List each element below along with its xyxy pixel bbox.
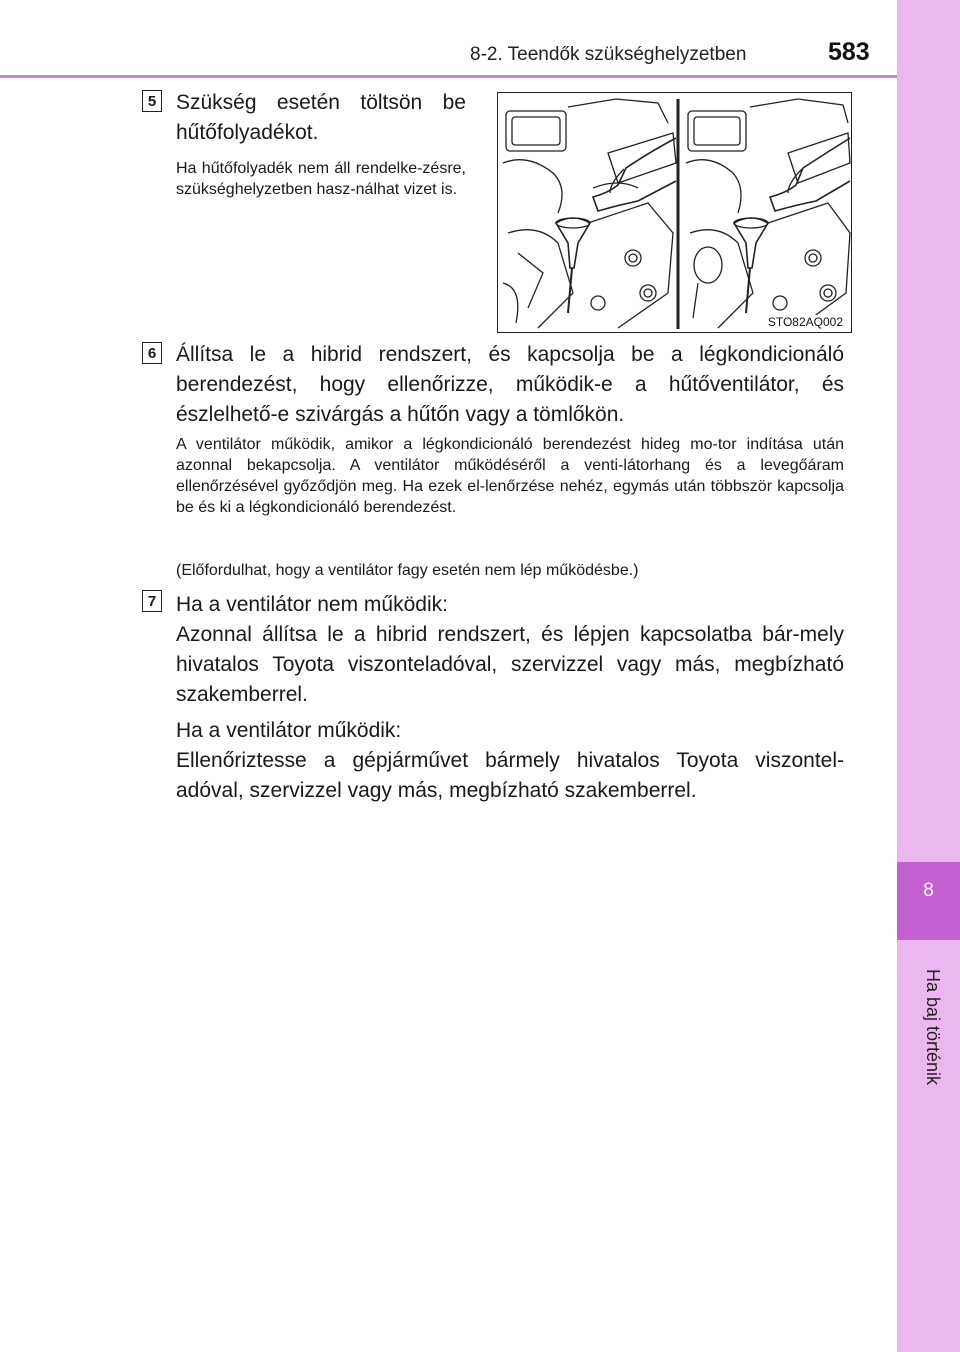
- chapter-number: 8: [923, 880, 934, 901]
- step-number-5: 5: [142, 90, 162, 112]
- chapter-label: Ha baj történik: [923, 969, 943, 1086]
- step-5-text: Szükség esetén töltsön be hűtőfolyadékot.: [176, 91, 466, 144]
- step-6-text: Állítsa le a hibrid rendszert, és kapcsolja be a légkondicionáló berendezést, hogy ellenőrizze, működik-e a hűtőventilátor, és észlelhető-e szivárgás a hűtőn vagy a tömlőkön.: [176, 343, 844, 426]
- illustration-code: STO82AQ002: [767, 315, 843, 329]
- header-rule: [0, 75, 897, 78]
- step-7-case1-title: Ha a ventilátor nem működik:: [176, 593, 448, 616]
- page-number: 583: [828, 38, 870, 66]
- step-number-7: 7: [142, 590, 162, 612]
- step-7-case1-text: Azonnal állítsa le a hibrid rendszert, és lépjen kapcsolatba bár-mely hivatalos Toyota viszonteladóval, szervizzel vagy más, megbízható szakemberrel.: [176, 623, 844, 706]
- step-number-6: 6: [142, 342, 162, 364]
- step-7-case2-title: Ha a ventilátor működik:: [176, 719, 402, 742]
- coolant-refill-illustration: [497, 92, 852, 333]
- step-5-note: Ha hűtőfolyadék nem áll rendelke-zésre, szükséghelyzetben hasz-nálhat vizet is.: [176, 160, 466, 198]
- side-tab-top: [897, 0, 960, 862]
- engine-bay-drawing: [498, 93, 852, 333]
- step-6-note: A ventilátor működik, amikor a légkondicionáló berendezést hideg mo-tor indítása után azonnal bekapcsolja. A ventilátor működéséről a venti-látorhang és a levegőáram ellenőrzésével győződjön meg. Ha ezek el-lenőrzése nehéz, egymás után többször kapcsolja be és ki a légkondicionáló berendezést.: [176, 436, 844, 516]
- section-title: 8-2. Teendők szükséghelyzetben: [470, 44, 747, 65]
- step-6-note-2: (Előfordulhat, hogy a ventilátor fagy esetén nem lép működésbe.): [176, 562, 639, 579]
- step-7-case2-text: Ellenőriztesse a gépjárművet bármely hivatalos Toyota viszontel-adóval, szervizzel vagy más, megbízható szakemberrel.: [176, 749, 844, 802]
